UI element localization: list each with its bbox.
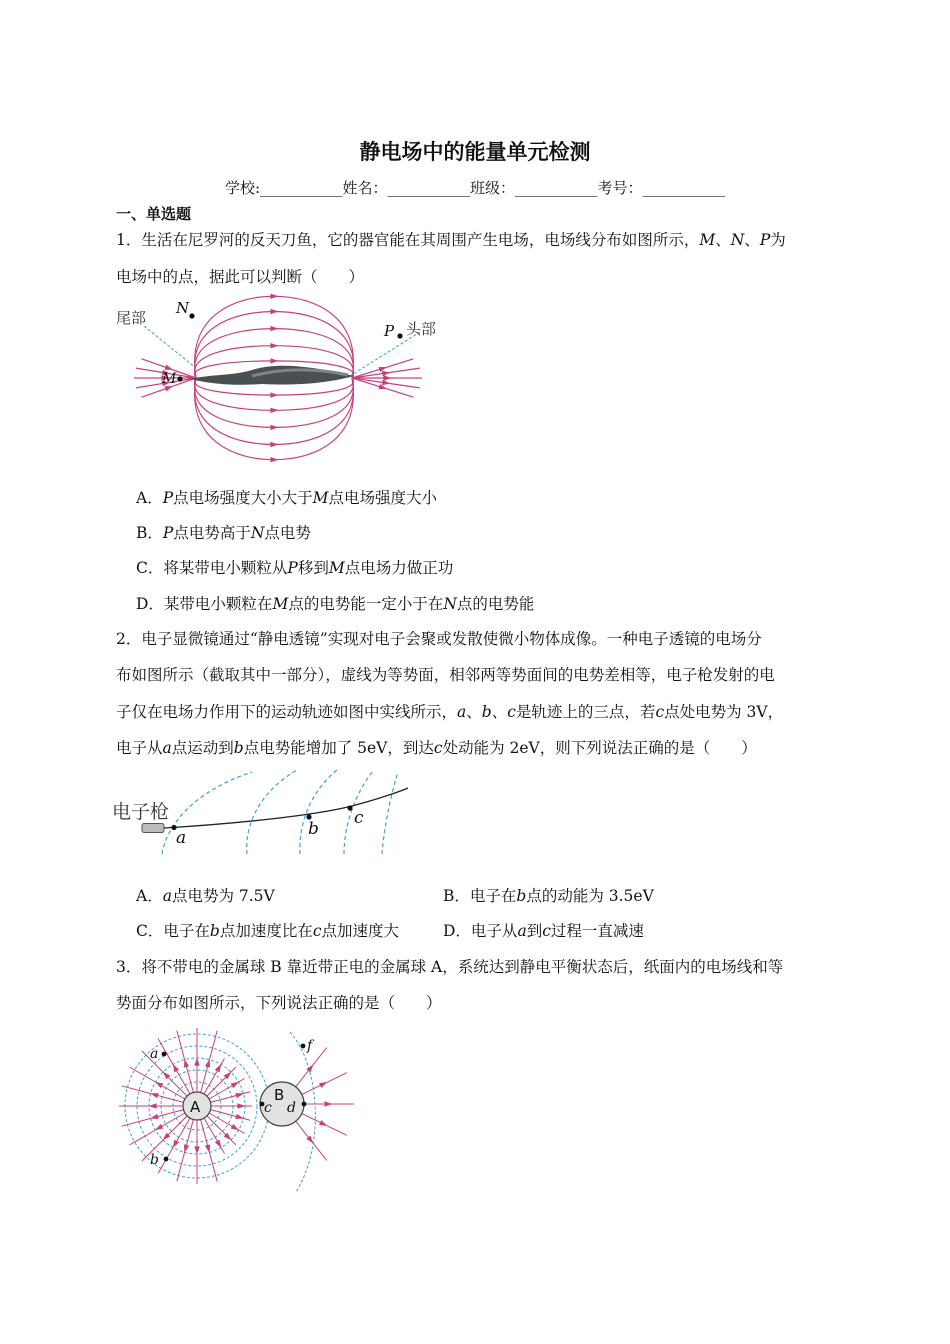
field-arrow [306, 1136, 313, 1144]
field-arrow [173, 1140, 179, 1148]
field-arrow [270, 358, 278, 363]
label-m: M [162, 371, 177, 387]
label-p: P [384, 322, 395, 340]
q2-stem-line2: 布如图所示（截取其中一部分），虚线为等势面，相邻两等势面间的电势差相等，电子枪发射的电 [116, 666, 775, 684]
equipotential-2 [247, 770, 297, 854]
q2-option-b[interactable]: B．电子在b点的动能为 3.5eV [443, 887, 654, 905]
equipotential-5 [382, 772, 398, 854]
field-arrow [231, 1124, 239, 1130]
point-d [302, 1102, 307, 1107]
field-arrow [184, 1144, 189, 1153]
point-a [162, 1052, 167, 1057]
label-b: b [150, 1152, 159, 1168]
q2-electron-lens-figure [112, 768, 412, 858]
field-arrow [205, 1059, 210, 1068]
field-arrow [235, 1093, 244, 1098]
q2-stem-line3: 子仅在电场力作用下的运动轨迹如图中实线所示，a、b、c是轨迹上的三点，若c点处电势为 3V， [116, 703, 784, 721]
field-arrow [215, 1064, 221, 1072]
field-arrow [150, 1114, 159, 1119]
field-arrow [149, 1103, 157, 1108]
field-line [195, 378, 354, 460]
point-f [301, 1044, 306, 1049]
field-arrow [382, 371, 390, 376]
section-title: 一、单选题 [116, 205, 192, 223]
field-arrow [270, 442, 278, 447]
field-arrow [150, 1093, 159, 1098]
field-arrow [270, 309, 278, 314]
q1-option-b[interactable]: B．P点电势高于N点电势 [136, 524, 311, 542]
q3-stem-line1: 3．将不带电的金属球 B 靠近带正电的金属球 A，系统达到静电平衡状态后，纸面内的电场线和等 [116, 958, 784, 976]
q2-option-a[interactable]: A．a点电势为 7.5V [136, 887, 275, 905]
field-arrow [270, 294, 278, 299]
field-arrow [383, 375, 391, 380]
field-arrow [194, 1146, 199, 1154]
field-arrow [164, 365, 173, 370]
field-arrow [155, 1082, 163, 1088]
q2-stem-line4: 电子从a点运动到b点电势能增加了 5eV，到达c处动能为 2eV，则下列说法正确的是（ ） [116, 739, 757, 757]
electron-trajectory [164, 788, 408, 828]
q1-stem-line2: 电场中的点，据此可以判断（ ） [116, 268, 365, 286]
label-b: b [308, 819, 319, 839]
field-arrow [319, 1082, 327, 1088]
field-arrow [215, 1140, 221, 1148]
field-arrow [184, 1059, 189, 1068]
field-arrow [319, 1120, 327, 1126]
q3-stem-line2: 势面分布如图所示，下列说法正确的是（ ） [116, 994, 442, 1012]
label-f: f [307, 1038, 313, 1054]
field-line [211, 1110, 251, 1121]
field-arrow [270, 457, 278, 462]
field-line [195, 378, 354, 427]
label-a: a [176, 828, 187, 848]
q1-option-d[interactable]: D．某带电小颗粒在M点的电势能一定小于在N点的电势能 [136, 595, 535, 613]
electron-gun [142, 824, 164, 833]
tail-label: 尾部 [116, 309, 147, 327]
q2-option-c[interactable]: C．电子在b点加速度比在c点加速度大 [136, 922, 400, 940]
label-c: c [264, 1100, 272, 1116]
point-p [397, 333, 402, 338]
q3-spheres-field-figure [114, 1024, 364, 1194]
field-arrow [205, 1144, 210, 1153]
field-arrow [270, 392, 278, 397]
fish-body [190, 366, 354, 385]
field-arrow [194, 1058, 199, 1066]
label-sphere-b: B [274, 1086, 285, 1104]
q2-stem-line1: 2．电子显微镜通过“静电透镜”实现对电子会聚或发散使微小物体成像。一种电子透镜的电场分 [116, 630, 762, 648]
point-m [177, 376, 182, 381]
field-arrow [231, 1082, 239, 1088]
tail-pointer [144, 326, 196, 368]
page-title: 静电场中的能量单元检测 [359, 140, 591, 164]
q1-option-c[interactable]: C．将某带电小颗粒从P移到M点电场力做正功 [136, 559, 454, 577]
field-arrow [237, 1103, 245, 1108]
label-d: d [287, 1100, 296, 1116]
head-label: 头部 [406, 320, 437, 338]
field-arrow [155, 1124, 163, 1130]
q1-option-a[interactable]: A．P点电场强度大小大于M点电场强度大小 [136, 489, 438, 507]
field-arrow [324, 1101, 332, 1106]
field-arrow [270, 425, 278, 430]
student-info-line: 学校:___________姓名：___________班级：___________考号：___________ [224, 179, 726, 197]
field-arrow [235, 1114, 244, 1119]
field-arrow [306, 1064, 313, 1072]
q1-fish-field-figure [112, 296, 442, 466]
field-arrow [270, 343, 278, 348]
gun-label: 电子枪 [112, 801, 170, 823]
label-n: N [176, 299, 190, 317]
q1-stem-line1: 1．生活在尼罗河的反天刀鱼，它的器官能在其周围产生电场，电场线分布如图所示，M、N、P为 [116, 231, 786, 249]
field-arrow [173, 1064, 179, 1072]
field-arrow [382, 380, 390, 385]
field-line [195, 296, 354, 378]
point-c [347, 805, 352, 810]
point-b [164, 1157, 169, 1162]
point-n [189, 313, 194, 318]
label-sphere-a: A [190, 1098, 201, 1116]
label-c: c [354, 808, 364, 828]
label-a: a [150, 1046, 159, 1062]
field-arrow [270, 408, 278, 413]
q2-option-d[interactable]: D．电子从a到c过程一直减速 [443, 922, 644, 940]
field-arrow [270, 326, 278, 331]
